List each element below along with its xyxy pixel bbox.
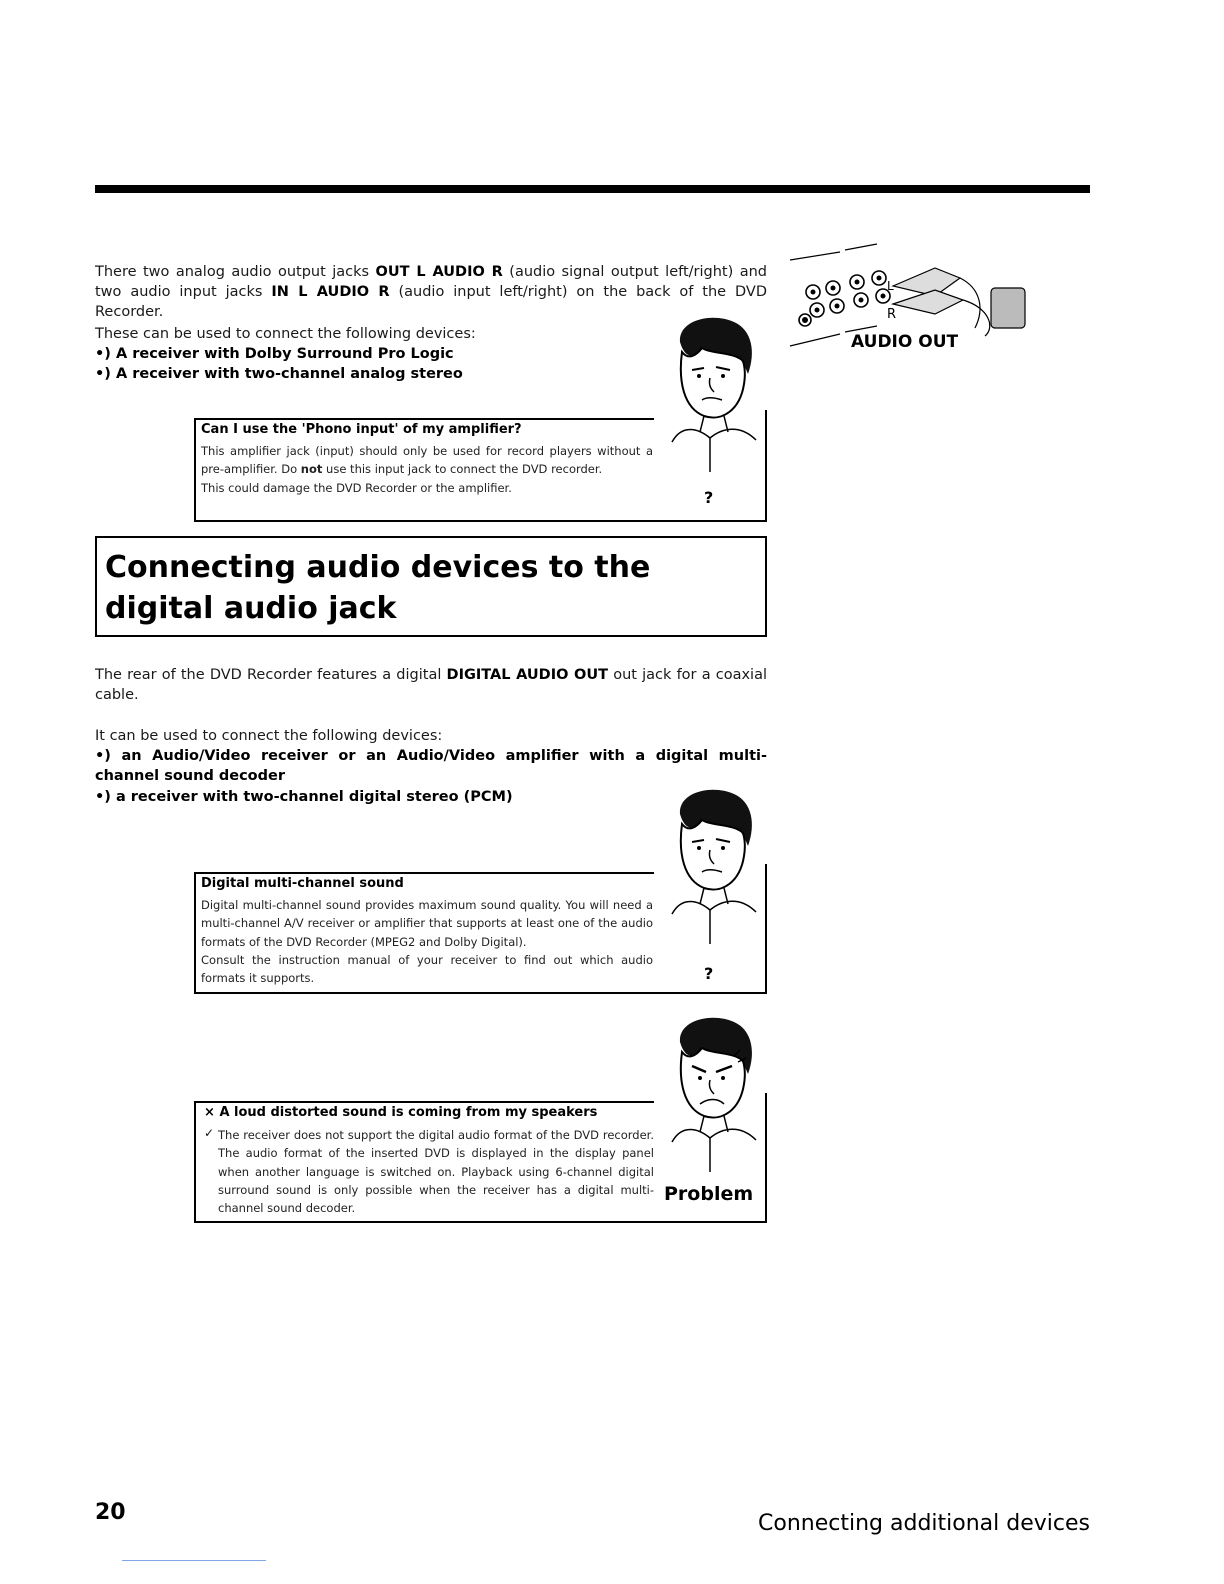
phono-question-text: [201, 442, 653, 497]
in-audio-label: IN L AUDIO R: [271, 284, 390, 300]
solution-check-icon: ✓: [204, 1126, 215, 1140]
out-audio-label: OUT L AUDIO R: [375, 264, 503, 280]
intro-text-1: There two analog audio output jacks: [95, 264, 376, 280]
page-number: 20: [95, 1500, 126, 1525]
intro-text-2: (audio signal output left/right) and two audio input jacks: [95, 264, 767, 300]
digital-audio-out-label: DIGITAL AUDIO OUT: [446, 667, 609, 683]
digital-devices-lead: It can be used to connect the following devices:: [95, 728, 443, 744]
bullet-dolby: •) A receiver with Dolby Surround Pro Logic: [95, 346, 454, 362]
jack-l-label: L: [887, 279, 894, 293]
multichannel-info-box: [194, 872, 767, 994]
digital-paragraph: [95, 665, 767, 705]
phono-text-1: This amplifier jack (input) should only be used for record players without a pre-amplifier. Do: [201, 444, 653, 477]
problem-solution-text: The receiver does not support the digital audio format of the DVD recorder. The audio format of the inserted DVD is displayed in the display panel when another language is switched on. Playback using 6-channel digital surround sound is only possible when the receiver has a digital multi-channel sound decoder.: [218, 1128, 654, 1216]
problem-box: [194, 1101, 767, 1223]
question-marker-2: ?: [704, 964, 714, 983]
phono-question-box: [194, 418, 767, 522]
phono-text-2: use this input jack to connect the DVD recorder.: [322, 462, 603, 477]
page-edge-line: [122, 1560, 266, 1561]
multichannel-title: Digital multi-channel sound: [201, 876, 404, 891]
phono-question-title: Can I use the 'Phono input' of my amplifier?: [201, 422, 522, 437]
audio-out-label: AUDIO OUT: [851, 332, 959, 352]
multichannel-text-1: Digital multi-channel sound provides maximum sound quality. You will need a multi-channel A/V receiver or amplifier that supports at least one of the audio formats of the DVD Recorder (MPEG2 and Dolby Digital).: [201, 898, 653, 949]
digital-text-2: out jack for a coaxial cable.: [95, 667, 767, 703]
audio-jack-illustration: [785, 238, 1045, 358]
digital-text-1: The rear of the DVD Recorder features a digital: [95, 667, 447, 683]
problem-title-row: [204, 1105, 654, 1120]
bullet-analog-stereo: •) A receiver with two-channel analog stereo: [95, 366, 463, 382]
phono-text-3: This could damage the DVD Recorder or the amplifier.: [201, 480, 512, 495]
intro-devices-lead: These can be used to connect the following devices:: [95, 326, 476, 342]
intro-text-3: (audio input left/right) on the back of the DVD Recorder.: [95, 284, 767, 320]
jack-r-label: R: [887, 307, 897, 322]
phono-text-not: not: [300, 462, 323, 477]
top-rule: [95, 185, 1090, 193]
bullet-pcm-receiver: •) a receiver with two-channel digital stereo (PCM): [95, 789, 513, 805]
multichannel-text: [201, 896, 653, 987]
question-marker: ?: [704, 488, 714, 507]
problem-cross-icon: ×: [204, 1105, 215, 1120]
problem-label: Problem: [664, 1183, 754, 1205]
footer-section-title: Connecting additional devices: [758, 1511, 1090, 1536]
section-heading-box: [95, 536, 767, 637]
bullet-av-receiver: •) an Audio/Video receiver or an Audio/Video amplifier with a digital multi-channel sound decoder: [95, 748, 767, 784]
section-heading: Connecting audio devices to the digital audio jack: [105, 550, 651, 626]
problem-solution-row: [204, 1126, 654, 1217]
multichannel-text-2: Consult the instruction manual of your receiver to find out which audio formats it supports.: [201, 952, 653, 986]
problem-title: A loud distorted sound is coming from my speakers: [219, 1105, 598, 1120]
